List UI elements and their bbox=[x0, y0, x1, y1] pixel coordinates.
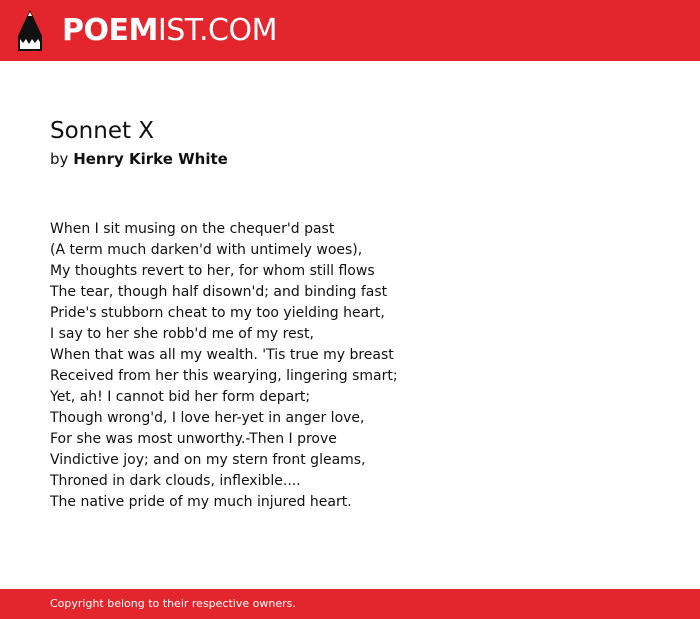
poem-line: (A term much darken'd with untimely woes), bbox=[50, 242, 363, 258]
poem-line: Throned in dark clouds, inflexible.... bbox=[50, 473, 301, 489]
poem-line: I say to her she robb'd me of my rest, bbox=[50, 326, 314, 342]
poem-line: Pride's stubborn cheat to my too yielding heart, bbox=[50, 305, 385, 321]
poem-line: Yet, ah! I cannot bid her form depart; bbox=[50, 389, 311, 405]
poem-line: Vindictive joy; and on my stern front gleams, bbox=[50, 452, 366, 468]
poem-line: Received from her this wearying, lingering smart; bbox=[50, 368, 398, 384]
poem-line: The native pride of my much injured heart. bbox=[50, 494, 352, 510]
poem-line: When I sit musing on the chequer'd past bbox=[50, 221, 335, 237]
poem-body bbox=[50, 219, 398, 513]
poem-byline bbox=[50, 149, 228, 169]
poem-author: Henry Kirke White bbox=[73, 150, 228, 168]
poem-line: Though wrong'd, I love her-yet in anger love, bbox=[50, 410, 365, 426]
poem-line: My thoughts revert to her, for whom still flows bbox=[50, 263, 375, 279]
copyright-text: Copyright belong to their respective owners. bbox=[50, 597, 296, 610]
poem-line: When that was all my wealth. 'Tis true my breast bbox=[50, 347, 394, 363]
poem-line: The tear, though half disown'd; and binding fast bbox=[50, 284, 388, 300]
poem-title: Sonnet X bbox=[50, 118, 155, 144]
site-header bbox=[0, 0, 700, 61]
by-label: by bbox=[50, 150, 69, 168]
poem-line: For she was most unworthy.-Then I prove bbox=[50, 431, 337, 447]
logo-light-text: IST.COM bbox=[157, 13, 277, 48]
site-footer bbox=[0, 589, 700, 619]
logo-bold-text: POEM bbox=[62, 13, 158, 48]
site-logo-link[interactable] bbox=[62, 12, 277, 50]
pencil-icon[interactable] bbox=[18, 10, 42, 51]
